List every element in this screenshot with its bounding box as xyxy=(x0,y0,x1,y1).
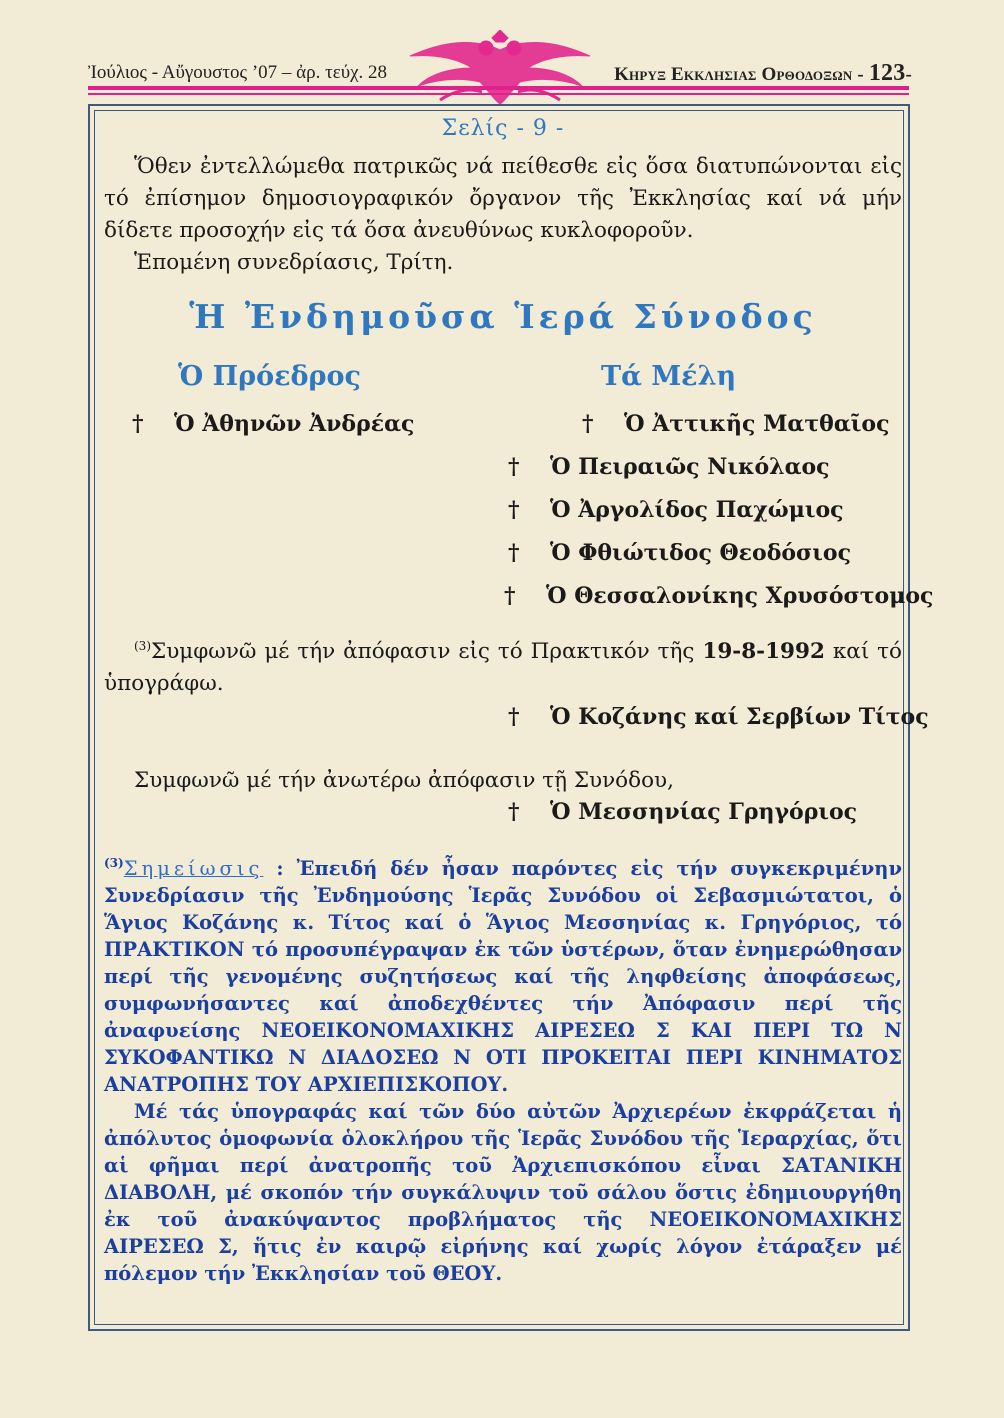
footnote-mark: (3) xyxy=(134,639,151,653)
signature-row xyxy=(104,454,902,497)
signature-row xyxy=(104,411,902,454)
exhortation-paragraph: Ὅθεν ἐντελλώμεθα πατρικῶς νά πείθεσθε εἰς ὅσα διατυπώνονται εἰς τό ἐπίσημον δημοσιογραφικόν ὄργανον τῆς Ἐκκλησίας καί νά μήν δίδετε προσοχήν εἰς τά ὅσα ἀνευθύνως κυκλοφοροῦν. xyxy=(104,154,902,243)
agreement-kozani xyxy=(104,630,902,700)
member-signature xyxy=(504,583,933,609)
issue-info: Ἰούλιος - Αὔγουστος ’07 – ἀρ. τεύχ. 28 xyxy=(88,62,388,83)
footnote-paragraph-1 xyxy=(104,850,902,1098)
member-name: Ὁ Φθιώτιδος Θεοδόσιος xyxy=(550,540,851,566)
note-colon: : xyxy=(263,857,297,880)
cross-icon: † xyxy=(508,454,520,480)
signatory-headings xyxy=(104,361,902,411)
page-number: 123 xyxy=(868,60,906,86)
member-signature xyxy=(508,540,851,566)
cross-icon: † xyxy=(508,799,520,825)
agreement-text-end: καί τό ὑπογράφω. xyxy=(104,639,902,696)
cross-icon: † xyxy=(508,497,520,523)
header-rule-thin xyxy=(88,93,909,95)
member-signature xyxy=(508,454,830,480)
messinia-signature xyxy=(508,799,857,825)
signature-row xyxy=(104,540,902,583)
cross-icon: † xyxy=(508,540,520,566)
page-marker: Σελίς - 9 - xyxy=(441,116,565,141)
member-name: Ὁ Πειραιῶς Νικόλαος xyxy=(550,454,830,480)
signature-row xyxy=(104,497,902,540)
president-name: Ὁ Ἀθηνῶν Ἀνδρέας xyxy=(174,411,415,437)
kozani-name: Ὁ Κοζάνης καί Σερβίων Τίτος xyxy=(550,704,929,730)
next-session-line: Ἑπομένη συνεδρίασις, Τρίτη. xyxy=(134,250,454,275)
cross-icon: † xyxy=(504,583,516,609)
journal-title: Κηρυξ Εκκλησιας Ορθοδοξων xyxy=(614,64,853,85)
page-suffix: - xyxy=(905,64,912,85)
president-heading: Ὁ Πρόεδρος xyxy=(178,361,361,392)
agreement-text: Συμφωνῶ μέ τήν ἀπόφασιν εἰς τό Πρακτικόν τῆς xyxy=(151,639,703,664)
header-rule-thick xyxy=(88,86,909,90)
member-name: Ὁ Θεσσαλονίκης Χρυσόστομος xyxy=(546,583,934,609)
agreement-messinia: Συμφωνῶ μέ τήν ἀνωτέρω ἀπόφασιν τῇ Συνόδου, xyxy=(134,768,674,793)
signature-row xyxy=(104,797,902,840)
cross-icon: † xyxy=(132,411,144,437)
synod-title: Ἡ Ἐνδημοῦσα Ἱερά Σύνοδος xyxy=(189,297,817,336)
signature-row xyxy=(104,583,934,626)
note-keyword: Σημείωσις xyxy=(123,857,264,880)
member-signature xyxy=(508,497,844,523)
page-prefix: - xyxy=(857,64,869,85)
page-body xyxy=(104,114,934,840)
messinia-name: Ὁ Μεσσηνίας Γρηγόριος xyxy=(550,799,858,825)
journal-header xyxy=(614,60,912,87)
member-signature xyxy=(582,411,889,437)
footnote xyxy=(104,850,902,1287)
cross-icon: † xyxy=(582,411,594,437)
member-name: Ὁ Ἀργολίδος Παχώμιος xyxy=(550,497,844,523)
cross-icon: † xyxy=(508,704,520,730)
members-heading: Τά Μέλη xyxy=(601,361,737,392)
member-name: Ὁ Ἀττικῆς Ματθαῖος xyxy=(624,411,890,437)
footnote-mark: (3) xyxy=(104,856,124,870)
kozani-signature xyxy=(508,704,929,730)
signature-row xyxy=(104,700,929,743)
note-text-1: Ἐπειδή δέν ἦσαν παρόντες εἰς τήν συγκεκριμένην Συνεδρίασιν τῆς Ἐνδημούσης Ἱερᾶς Συνόδου οἱ Σεβασμιώτατοι, ὁ Ἅγιος Κοζάνης κ. Τίτος καί ὁ Ἅγιος Μεσσηνίας κ. Γρηγόριος, τό ΠΡΑΚΤΙΚΟΝ τό προσυπέγραψαν ἐκ τῶν ὑστέρων, ὅταν ἐνημερώθησαν περί τῆς γενομένης συζητήσεως καί τῆς ληφθείσης ἀποφάσεως, συμφωνήσαντες καί ἀποδεχθέντες τήν Ἀπόφασιν περί τῆς ἀναφυείσης ΝΕΟΕΙΚΟΝΟΜΑΧΙΚΗΣ ΑΙΡΕΣΕΩ Σ ΚΑΙ ΠΕΡΙ ΤΩ Ν ΣΥΚΟΦΑΝΤΙΚΩ Ν ΔΙΑΔΟΣΕΩ Ν ΟΤΙ ΠΡΟΚΕΙΤΑΙ ΠΕΡΙ ΚΙΝΗΜΑΤΟΣ ΑΝΑΤΡΟΠΗΣ ΤΟΥ ΑΡΧΙΕΠΙΣΚΟΠΟΥ. xyxy=(104,857,903,1096)
footnote-paragraph-2: Μέ τάς ὑπογραφάς καί τῶν δύο αὐτῶν Ἀρχιερέων ἐκφράζεται ἡ ἀπόλυτος ὁμοφωνία ὁλοκλήρου τῆς Ἱερᾶς Συνόδου τῆς Ἱεραρχίας, ὅτι αἱ φῆμαι περί ἀνατροπῆς τοῦ Ἀρχιεπισκόπου εἶναι ΣΑΤΑΝΙΚΗ ΔΙΑΒΟΛΗ, μέ σκοπόν τήν συγκάλυψιν τοῦ σάλου ὅστις ἐδημιουργήθη ἐκ τοῦ ἀνακύψαντος προβλήματος τῆς ΝΕΟΕΙΚΟΝΟΜΑΧΙΚΗΣ ΑΙΡΕΣΕΩ Σ, ἥτις ἐν καιρῷ εἰρήνης καί χωρίς λόγον ἐτάραξεν μέ πόλεμον τήν Ἐκκλησίαν τοῦ ΘΕΟΥ. xyxy=(104,1100,902,1285)
agreement-date: 19-8-1992 xyxy=(702,639,825,664)
president-signature xyxy=(132,411,414,437)
